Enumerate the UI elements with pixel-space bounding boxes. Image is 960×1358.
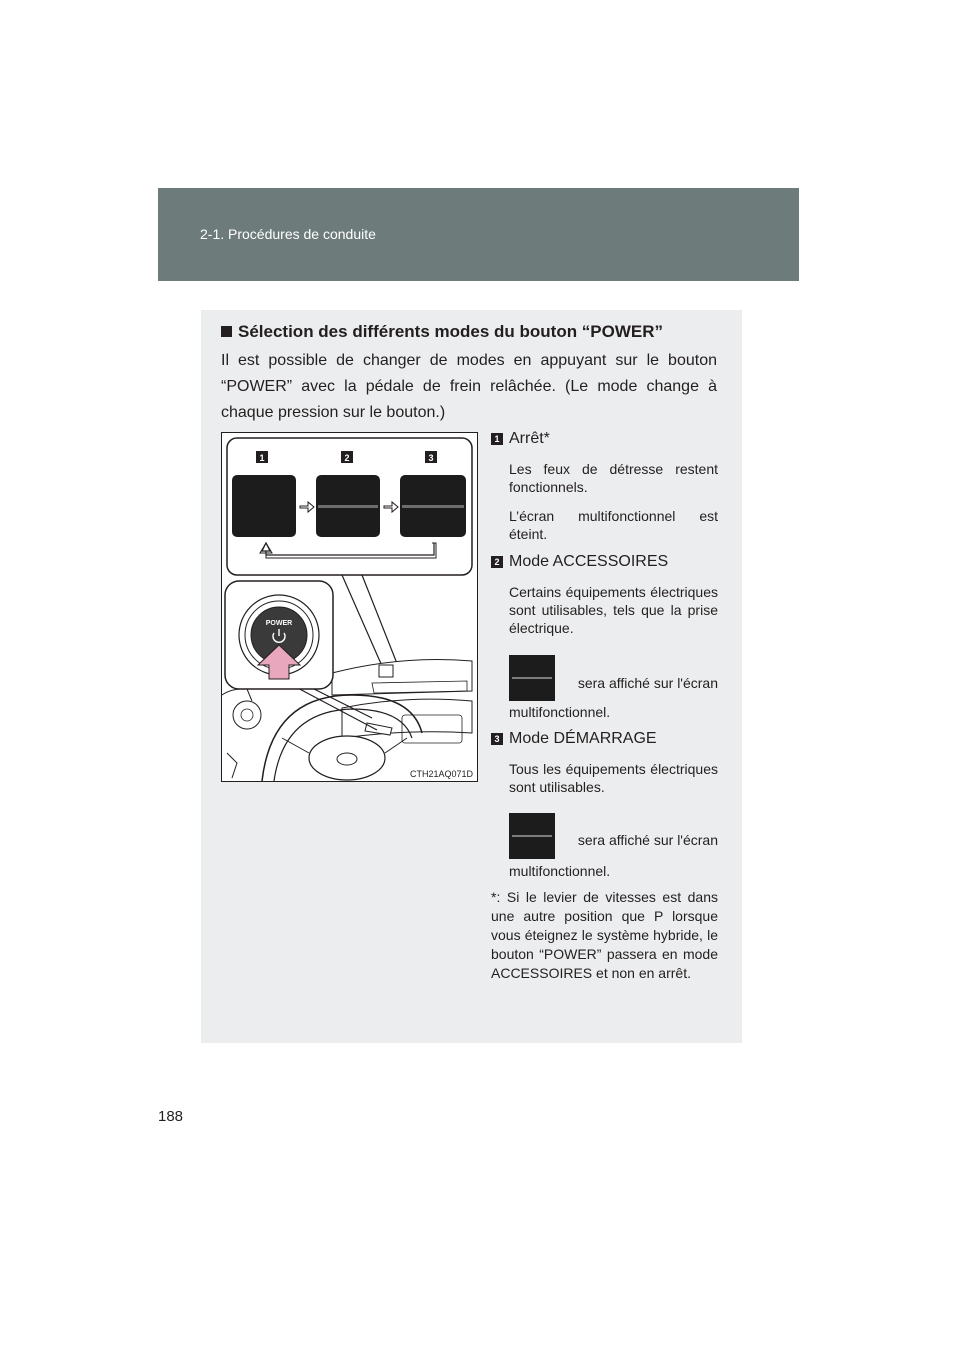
- step-number-1: [256, 451, 268, 463]
- number-badge: 2: [491, 556, 503, 568]
- mode-ignition-title: [491, 730, 657, 748]
- ignition-display-note-2: multifonctionnel.: [509, 863, 611, 879]
- heading-text: Sélection des différents modes du bouton “POWER”: [238, 322, 664, 341]
- footnote: *: Si le levier de vitesses est dans une autre position que P lorsque vous éteignez le système hybride, le bouton “POWER” passera en mode ACCESSOIRES et non en arrêt.: [491, 889, 718, 981]
- step-number-2: [341, 451, 353, 463]
- figure-code: CTH21AQ071D: [409, 769, 473, 779]
- mode-title-text: Mode DÉMARRAGE: [509, 730, 657, 747]
- mode-off-paragraph-1: Les feux de détresse restent fonctionnels.: [509, 461, 718, 495]
- section-header-bar: [158, 188, 799, 281]
- number-badge: 3: [491, 733, 503, 745]
- mode-off-title: [491, 430, 550, 448]
- accessory-screen-thumbnail: [509, 655, 555, 701]
- mode-ignition-paragraph: Tous les équipements électriques sont utilisables.: [509, 761, 718, 795]
- svg-text:3: 3: [428, 453, 434, 463]
- intro-paragraph: Il est possible de changer de modes en appuyant sur le bouton “POWER” avec la pédale de frein relâchée. (Le mode change à chaque pression sur le bouton.): [221, 352, 717, 421]
- section-heading: [221, 322, 663, 342]
- mode-off-paragraph-2: L’écran multifonctionnel est éteint.: [509, 508, 718, 542]
- content-panel: [201, 310, 742, 1043]
- svg-text:2: 2: [344, 453, 350, 463]
- ignition-screen-thumbnail: [509, 813, 555, 859]
- ignition-display-note: sera affiché sur l'écran: [577, 832, 718, 848]
- mode-accessory-paragraph: Certains équipements électriques sont utilisables, tels que la prise électrique.: [509, 584, 718, 636]
- number-badge: 1: [491, 433, 503, 445]
- mode-title-text: Mode ACCESSOIRES: [509, 553, 669, 570]
- accessory-display-note: sera affiché sur l'écran: [577, 675, 718, 691]
- screen-off: [232, 475, 296, 537]
- power-button-label: POWER: [265, 620, 293, 627]
- square-bullet-icon: [221, 326, 232, 337]
- step-number-3: [425, 451, 437, 463]
- power-button-illustration: [221, 432, 478, 782]
- section-title: 2-1. Procédures de conduite: [200, 226, 376, 242]
- dashboard-illustration: [222, 433, 477, 781]
- mode-accessory-title: [491, 553, 668, 571]
- svg-text:1: 1: [259, 453, 265, 463]
- accessory-display-note-2: multifonctionnel.: [509, 704, 611, 720]
- page-number: 188: [158, 1108, 184, 1125]
- mode-title-text: Arrêt*: [509, 430, 550, 447]
